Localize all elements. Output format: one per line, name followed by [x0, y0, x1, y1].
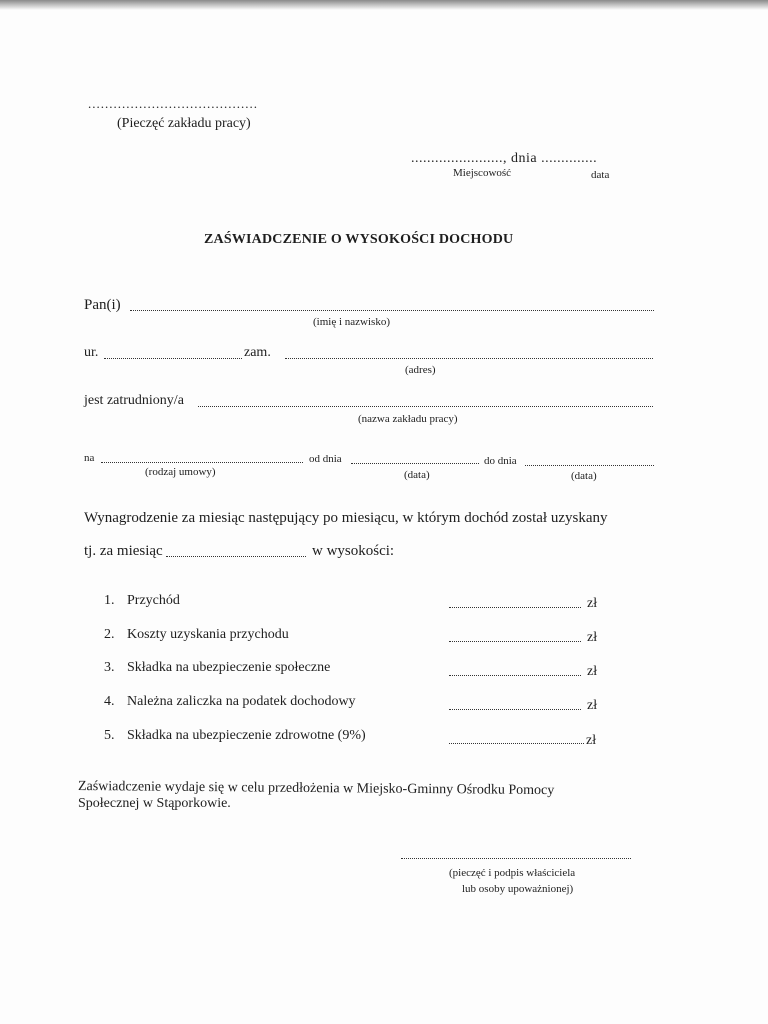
date-caption: data [591, 169, 610, 181]
address-caption: (adres) [405, 364, 436, 376]
stamp-dots: ........................................ [88, 96, 258, 111]
ur-label: ur. [84, 345, 99, 360]
item-amount-line [449, 709, 581, 710]
contract-caption: (rodzaj umowy) [145, 466, 216, 478]
od-label: od dnia [309, 453, 342, 465]
zam-label: zam. [244, 345, 271, 360]
do-caption: (data) [571, 470, 597, 482]
item-label: Koszty uzyskania przychodu [127, 627, 289, 642]
signature-line [401, 858, 631, 859]
item-unit: zł [587, 698, 598, 713]
item-number: 5. [104, 728, 115, 743]
item-number: 3. [104, 660, 115, 675]
item-unit: zł [587, 664, 598, 679]
item-amount-line [449, 607, 581, 608]
employed-label: jest zatrudniony/a [84, 393, 184, 408]
place-caption: Miejscowość [453, 167, 512, 179]
item-unit: zł [587, 630, 598, 645]
place-date-line: ......................., dnia .............. [411, 151, 598, 166]
na-label: na [84, 452, 95, 464]
purpose-line-2: Społecznej w Stąporkowie. [78, 796, 231, 811]
name-caption: (imię i nazwisko) [313, 316, 390, 328]
month-fill-line [166, 556, 306, 557]
purpose-line-1: Zaświadczenie wydaje się w celu przedłożenia w Miejsko-Gminny Ośrodku Pomocy [77, 779, 555, 799]
document-title: ZAŚWIADCZENIE O WYSOKOŚCI DOCHODU [204, 232, 514, 247]
workplace-caption: (nazwa zakładu pracy) [358, 413, 458, 425]
address-fill-line [285, 358, 653, 359]
item-amount-line [449, 675, 581, 676]
month-suffix: w wysokości: [312, 543, 395, 559]
do-fill-line [525, 465, 654, 466]
item-label: Należna zaliczka na podatek dochodowy [127, 694, 356, 709]
item-label: Przychód [127, 593, 180, 608]
signature-caption-2: lub osoby upoważnionej) [462, 883, 574, 895]
item-amount-line [449, 641, 581, 642]
od-fill-line [351, 463, 479, 464]
contract-fill-line [101, 462, 303, 463]
item-number: 1. [104, 593, 115, 608]
item-amount-line [449, 743, 584, 744]
stamp-label: (Pieczęć zakładu pracy) [117, 116, 251, 131]
scan-edge-shadow [0, 0, 768, 10]
signature-caption-1: (pieczęć i podpis właściciela [449, 867, 576, 879]
item-label: Składka na ubezpieczenie społeczne [127, 660, 331, 675]
birth-fill-line [104, 358, 242, 359]
od-caption: (data) [404, 469, 430, 481]
item-number: 2. [104, 627, 115, 642]
month-prefix: tj. za miesiąc [84, 543, 163, 559]
pan-label: Pan(i) [84, 297, 121, 313]
salary-text: Wynagrodzenie za miesiąc następujący po miesiącu, w którym dochód został uzyskany [84, 510, 608, 526]
item-label: Składka na ubezpieczenie zdrowotne (9%) [127, 728, 366, 743]
workplace-fill-line [198, 406, 653, 407]
item-number: 4. [104, 694, 115, 709]
do-label: do dnia [484, 455, 517, 467]
name-fill-line [130, 310, 654, 311]
item-unit: zł [586, 733, 597, 748]
item-unit: zł [587, 596, 598, 611]
